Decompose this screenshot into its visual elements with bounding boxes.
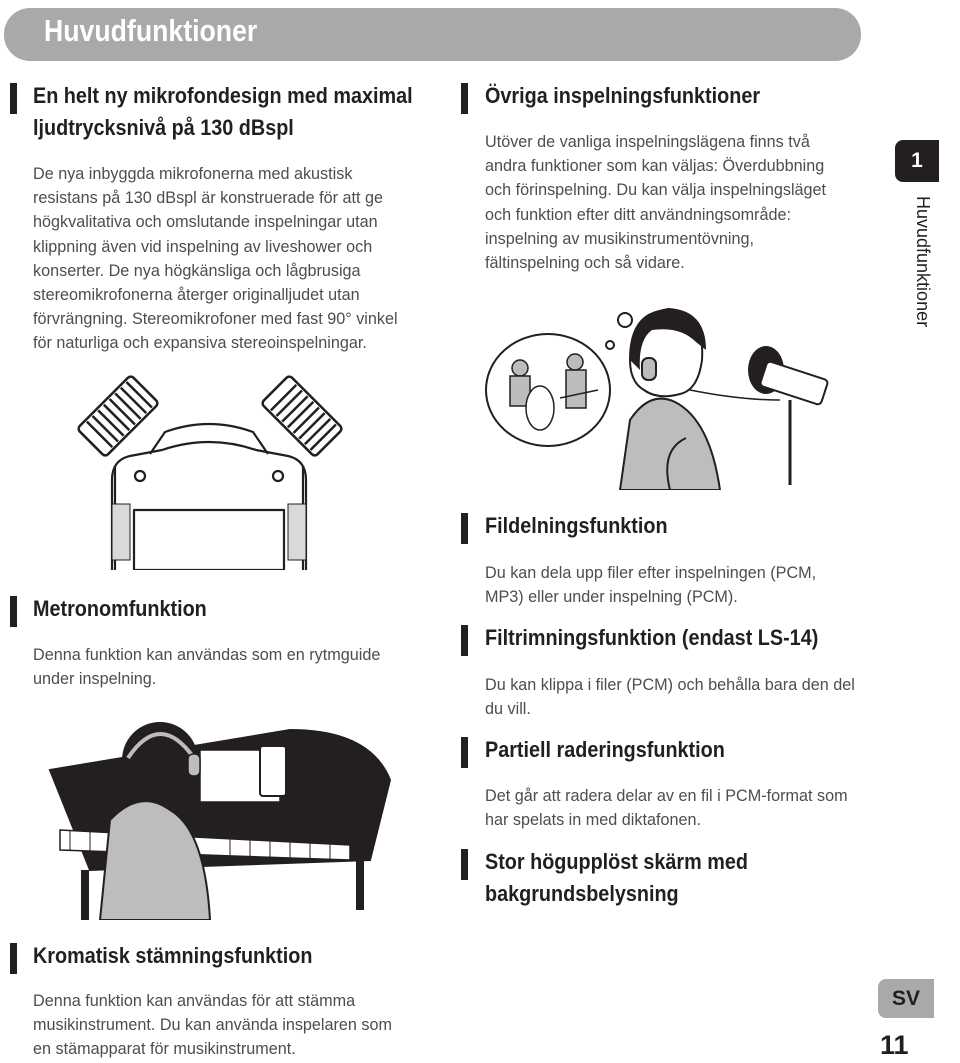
text-line: stereomikrofonerna återger originalljudet utan: [33, 286, 360, 305]
text-line: Du kan dela upp filer efter inspelningen (PCM,: [485, 564, 817, 582]
section-title-display: [485, 846, 748, 910]
overdub-illustration: [480, 290, 840, 490]
section-marker: [461, 625, 468, 656]
section-marker: [10, 83, 17, 114]
section-title-mic-line2: ljudtrycksnivå på 130 dBspl: [33, 115, 294, 140]
section-title-display-line1: Stor högupplöst skärm med: [485, 849, 748, 874]
text-line: och förinspelning. Du kan välja inspelningsläget: [485, 181, 827, 200]
text-line: resistans på 130 dBspl är konstruerade för att ge: [33, 189, 384, 208]
text-line: en stämapparat för musikinstrument.: [33, 1040, 296, 1059]
section-marker: [461, 83, 468, 114]
text-line: De nya inbyggda mikrofonerna med akustisk: [33, 165, 353, 183]
chapter-title: Huvudfunktioner: [44, 13, 258, 48]
recorder-microphones-illustration: [70, 370, 350, 570]
section-title-mic: [33, 80, 413, 144]
text-line: musikinstrument. Du kan använda inspelaren som: [33, 1016, 393, 1035]
section-text-tuner: [33, 989, 392, 1062]
section-title-other-modes: Övriga inspelningsfunktioner: [485, 83, 761, 108]
text-line: MP3) eller under inspelning (PCM).: [485, 588, 738, 607]
section-title-trim: Filtrimningsfunktion (endast LS-14): [485, 625, 819, 650]
text-line: och funktion efter ditt användningsområde:: [485, 205, 791, 224]
section-title-tuner: Kromatisk stämningsfunktion: [33, 943, 313, 968]
section-text-file-split: [485, 561, 816, 609]
section-title-mic-line1: En helt ny mikrofondesign med maximal: [33, 83, 413, 108]
text-line: inspelning av musikinstrumentövning,: [485, 229, 755, 248]
section-text-partial-erase: [485, 784, 848, 832]
page-number: 11: [880, 1030, 909, 1060]
text-line: Du kan klippa i filer (PCM) och behålla bara den del: [485, 676, 855, 694]
section-text-mic: [33, 162, 398, 356]
section-marker: [10, 943, 17, 974]
chapter-side-label: Huvudfunktioner: [913, 196, 933, 328]
section-title-display-line2: bakgrundsbelysning: [485, 881, 679, 906]
text-line: för naturliga och expansiva stereoinspelningar.: [33, 334, 367, 353]
section-text-metronome: [33, 643, 380, 691]
section-marker: [461, 849, 468, 880]
text-line: andra funktioner som kan väljas: Överdubbning: [485, 157, 825, 176]
text-line: Det går att radera delar av en fil i PCM-format som: [485, 787, 848, 805]
piano-illustration: [30, 710, 410, 920]
section-marker: [461, 737, 468, 768]
section-title-partial-erase: Partiell raderingsfunktion: [485, 737, 725, 762]
text-line: Utöver de vanliga inspelningslägena finns två: [485, 133, 810, 151]
text-line: högkvalitativa och omslutande inspelningar utan: [33, 213, 378, 232]
section-text-other-modes: [485, 130, 826, 275]
text-line: fältinspelning och så vidare.: [485, 254, 685, 273]
section-title-file-split: Fildelningsfunktion: [485, 513, 668, 538]
chapter-number-tab: 1: [895, 140, 939, 182]
section-text-trim: [485, 673, 855, 721]
text-line: Denna funktion kan användas som en rytmguide: [33, 646, 381, 664]
language-badge: SV: [878, 979, 934, 1018]
section-title-metronome: Metronomfunktion: [33, 596, 207, 621]
section-marker: [10, 596, 17, 627]
text-line: under inspelning.: [33, 670, 157, 689]
text-line: klippning även vid inspelning av liveshower och: [33, 237, 373, 256]
text-line: Denna funktion kan användas för att stämma: [33, 992, 356, 1010]
text-line: konserter. De nya högkänsliga och lågbrusiga: [33, 261, 361, 280]
section-marker: [461, 513, 468, 544]
text-line: förvrängning. Stereomikrofoner med fast 90° vinkel: [33, 310, 398, 329]
text-line: du vill.: [485, 700, 531, 719]
text-line: har spelats in med diktafonen.: [485, 811, 701, 830]
